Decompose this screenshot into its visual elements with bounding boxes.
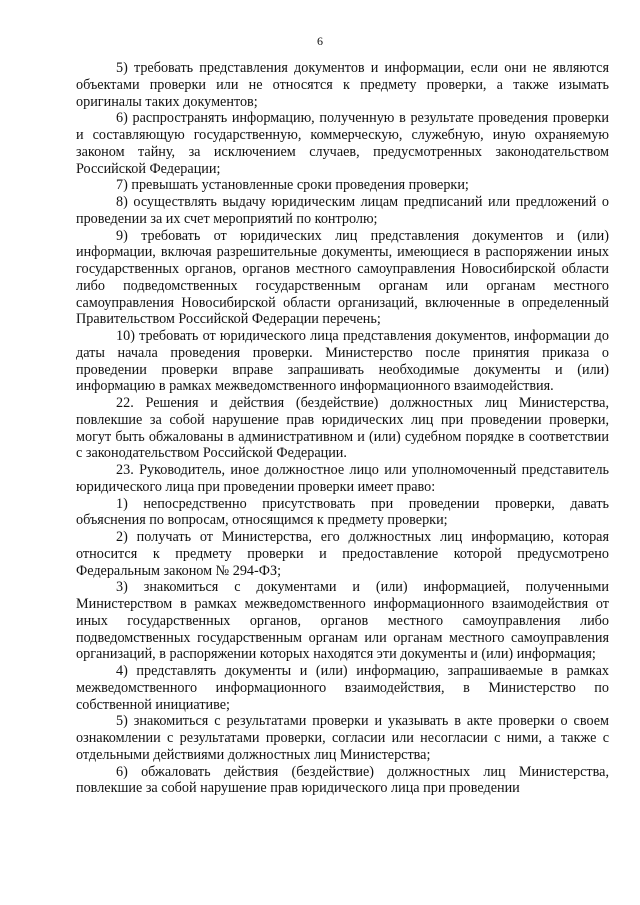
- page-number: 6: [317, 34, 323, 48]
- paragraph-right-1: 1) непосредственно присутствовать при проведении проверки, давать объяснения по вопросам, относящимся к предмету проверки;: [76, 495, 609, 529]
- paragraph-right-5: 5) знакомиться с результатами проверки и указывать в акте проверки о своем ознакомлении с результатами проверки, согласии или несогласии с ними, а также с отдельными действиями должностных лиц Министерства;: [76, 713, 609, 763]
- paragraph-item-9-prohibition: 9) требовать от юридических лиц представления документов и (или) информации, включая разрешительные документы, имеющиеся в распоряжении иных государственных органов, органов местного самоуправления Новосибирской области либо подведомственных государственным органам или органам местного самоуправления Новосибирской области организаций, включенные в определенный Правительством Российской Федерации перечень;: [76, 227, 609, 328]
- paragraph-item-5-prohibition: 5) требовать представления документов и информации, если они не являются объектами проверки или не относятся к предмету проверки, а также изымать оригиналы таких документов;: [76, 60, 609, 110]
- paragraph-item-6-prohibition: 6) распространять информацию, полученную в результате проведения проверки и составляющую государственную, коммерческую, служебную, иную охраняемую законом тайну, за исключением случаев, предусмотренных законодательством Российской Федерации;: [76, 110, 609, 177]
- paragraph-right-4: 4) представлять документы и (или) информацию, запрашиваемые в рамках межведомственного информационного взаимодействия, в Министерство по собственной инициативе;: [76, 663, 609, 713]
- paragraph-item-10-prohibition: 10) требовать от юридического лица представления документов, информации до даты начала проведения проверки. Министерство после принятия приказа о проведении проверки вправе запрашивать необходимые документы и (или) информацию в рамках межведомственного информационного взаимодействия.: [76, 328, 609, 395]
- paragraph-item-8-prohibition: 8) осуществлять выдачу юридическим лицам предписаний или предложений о проведении за их счет мероприятий по контролю;: [76, 194, 609, 227]
- paragraph-right-3: 3) знакомиться с документами и (или) информацией, полученными Министерством в рамках межведомственного информационного взаимодействия от иных государственных органов, органов местного самоуправления либо подведомственных государственным органам или органам местного самоуправления организаций, в распоряжении которых находятся эти документы и (или) информация;: [76, 579, 609, 663]
- document-body: [76, 60, 609, 797]
- paragraph-section-23: 23. Руководитель, иное должностное лицо или уполномоченный представитель юридического лица при проведении проверки имеет право:: [76, 462, 609, 495]
- paragraph-section-22: 22. Решения и действия (бездействие) должностных лиц Министерства, повлекшие за собой нарушение прав юридических лиц при проведении проверки, могут быть обжалованы в административном и (или) судебном порядке в соответствии с законодательством Российской Федерации.: [76, 395, 609, 462]
- paragraph-item-7-prohibition: 7) превышать установленные сроки проведения проверки;: [116, 177, 469, 194]
- paragraph-right-2: 2) получать от Министерства, его должностных лиц информацию, которая относится к предмету проверки и предоставление которой предусмотрено Федеральным законом № 294-ФЗ;: [76, 529, 609, 579]
- paragraph-right-6: 6) обжаловать действия (бездействие) должностных лиц Министерства, повлекшие за собой нарушение прав юридического лица при проведении: [76, 763, 609, 797]
